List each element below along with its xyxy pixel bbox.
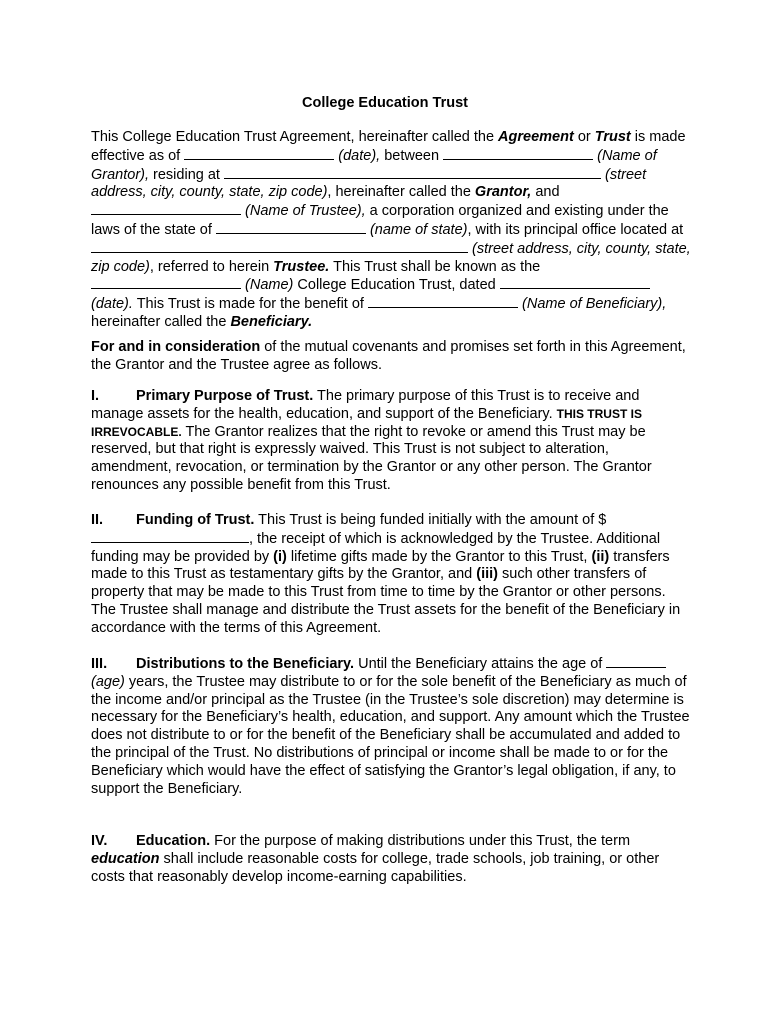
effective-date-blank[interactable] <box>184 147 334 160</box>
intro-text: This College Education Trust Agreement, hereinafter called the <box>91 129 499 145</box>
address-hint: (street address, city, county, state, zip code) <box>91 240 691 275</box>
state-hint: (name of state) <box>369 221 468 238</box>
funding-amount-blank[interactable] <box>91 530 249 543</box>
beneficiary-term: Beneficiary. <box>230 313 313 330</box>
section-funding <box>91 512 691 638</box>
name-hint: (Name) <box>245 277 294 294</box>
section-text: such other transfers of property that may be made to this Trust from time to time by the Grantor or other persons. The Trustee shall manage and distribute the Trust assets for the benefit of the Beneficiary in accordance with the terms of this Agreement. <box>91 566 681 636</box>
section-text: years, the Trustee may distribute to or for the sole benefit of the Beneficiary as much of the income and/or principal as the Trustee (in the Trustee’s sole discretion) may determine is necessary for the Beneficiary’s health, education, and support. Any amount which the Trustee does not distribute to or for the benefit of the Beneficiary shall be accumulated and added to the principal of the Trust. No distributions of principal or income shall be made to or for the Beneficiary which would have the effect of satisfying the Grantor’s legal obligation, if any, to support the Beneficiary. <box>91 673 690 797</box>
section-text: This Trust is being funded initially with the amount of <box>254 512 595 528</box>
intro-text: is made effective as of <box>91 129 686 164</box>
section-primary-purpose <box>91 388 691 495</box>
beneficiary-name-blank[interactable] <box>368 295 518 308</box>
trust-term: Trust <box>594 129 631 145</box>
consideration-paragraph <box>91 339 691 375</box>
list-marker: (ii) <box>591 548 610 565</box>
section-text: , the receipt of which is acknowledged by the Trustee. Additional funding may be provided by <box>91 530 661 565</box>
date-hint: (date), <box>338 147 381 164</box>
intro-text: This Trust shall be known as the <box>329 258 541 275</box>
section-text: Until the Beneficiary attains the age of <box>354 656 603 672</box>
section-text: transfers made to this Trust as testamentary gifts by the Grantor, and <box>91 548 670 583</box>
list-marker: (iii) <box>476 566 498 583</box>
grantor-address-blank[interactable] <box>224 166 601 179</box>
document-title: College Education Trust <box>302 95 468 111</box>
section-heading: Primary Purpose of Trust. <box>136 388 314 404</box>
consideration-lead: For and in consideration <box>91 339 261 355</box>
section-number: III. <box>91 656 108 672</box>
trustee-term: Trustee. <box>273 258 330 275</box>
trustee-address-blank[interactable] <box>91 240 468 253</box>
section-number: II. <box>91 512 104 528</box>
trustee-name-hint: (Name of Trustee), <box>245 203 366 220</box>
education-term: education <box>91 850 160 867</box>
list-marker: (i) <box>273 548 287 565</box>
section-text: The primary purpose of this Trust is to receive and manage assets for the health, education, and support of the Beneficiary. <box>91 388 640 422</box>
section-heading: Distributions to the Beneficiary. <box>136 656 355 672</box>
age-hint: (age) <box>91 673 125 690</box>
dollar-sign: $ <box>598 512 607 528</box>
grantor-name-hint: (Name of Grantor), <box>91 147 657 183</box>
trust-date-blank[interactable] <box>500 276 650 289</box>
section-heading: Funding of Trust. <box>136 512 255 528</box>
intro-text: residing at <box>149 166 224 183</box>
intro-text: or <box>573 129 595 145</box>
intro-text: a corporation organized and existing under the laws of the state of <box>91 203 669 238</box>
consideration-text: of the mutual covenants and promises set forth in this Agreement, the Grantor and the Trustee agree as follows. <box>91 339 686 373</box>
intro-paragraph <box>91 129 691 332</box>
address-hint: (street address, city, county, state, zip code) <box>91 166 647 201</box>
grantor-term: Grantor, <box>474 184 532 201</box>
intro-text: , with its principal office located at <box>467 221 684 238</box>
section-text: The Grantor realizes that the right to revoke or amend this Trust may be reserved, but that right is expressly waived. This Trust is not subject to alteration, amendment, revocation, or termination by the Grantor or any other person. The Grantor renounces any possible benefit from this Trust. <box>91 423 652 493</box>
intro-text: This Trust is made for the benefit of <box>132 296 364 313</box>
beneficiary-name-hint: (Name of Beneficiary), <box>522 296 667 313</box>
date-hint: (date). <box>91 296 133 313</box>
intro-text: , hereinafter called the <box>327 184 475 201</box>
grantor-name-blank[interactable] <box>443 147 593 160</box>
trustee-name-blank[interactable] <box>91 202 241 215</box>
section-text: For the purpose of making distributions under this Trust, the term <box>210 833 631 849</box>
intro-text: College Education Trust, dated <box>293 277 496 294</box>
intro-text: , referred to herein <box>149 258 274 275</box>
intro-text: and <box>531 184 560 201</box>
irrevocable-notice: THIS TRUST IS IRREVOCABLE. <box>91 406 642 439</box>
age-blank[interactable] <box>606 655 666 668</box>
section-number: IV. <box>91 833 108 849</box>
intro-text: between <box>380 147 444 164</box>
section-distributions <box>91 655 691 798</box>
agreement-term: Agreement <box>498 129 574 145</box>
section-number: I. <box>91 388 100 404</box>
section-heading: Education. <box>136 833 211 849</box>
section-text: lifetime gifts made by the Grantor to this Trust, <box>286 548 592 565</box>
section-text: shall include reasonable costs for college, trade schools, job training, or other costs that reasonably develop income-earning capabilities. <box>91 850 660 885</box>
intro-text: hereinafter called the <box>91 313 231 330</box>
trust-name-blank[interactable] <box>91 276 241 289</box>
state-blank[interactable] <box>216 221 366 234</box>
section-education <box>91 833 691 886</box>
